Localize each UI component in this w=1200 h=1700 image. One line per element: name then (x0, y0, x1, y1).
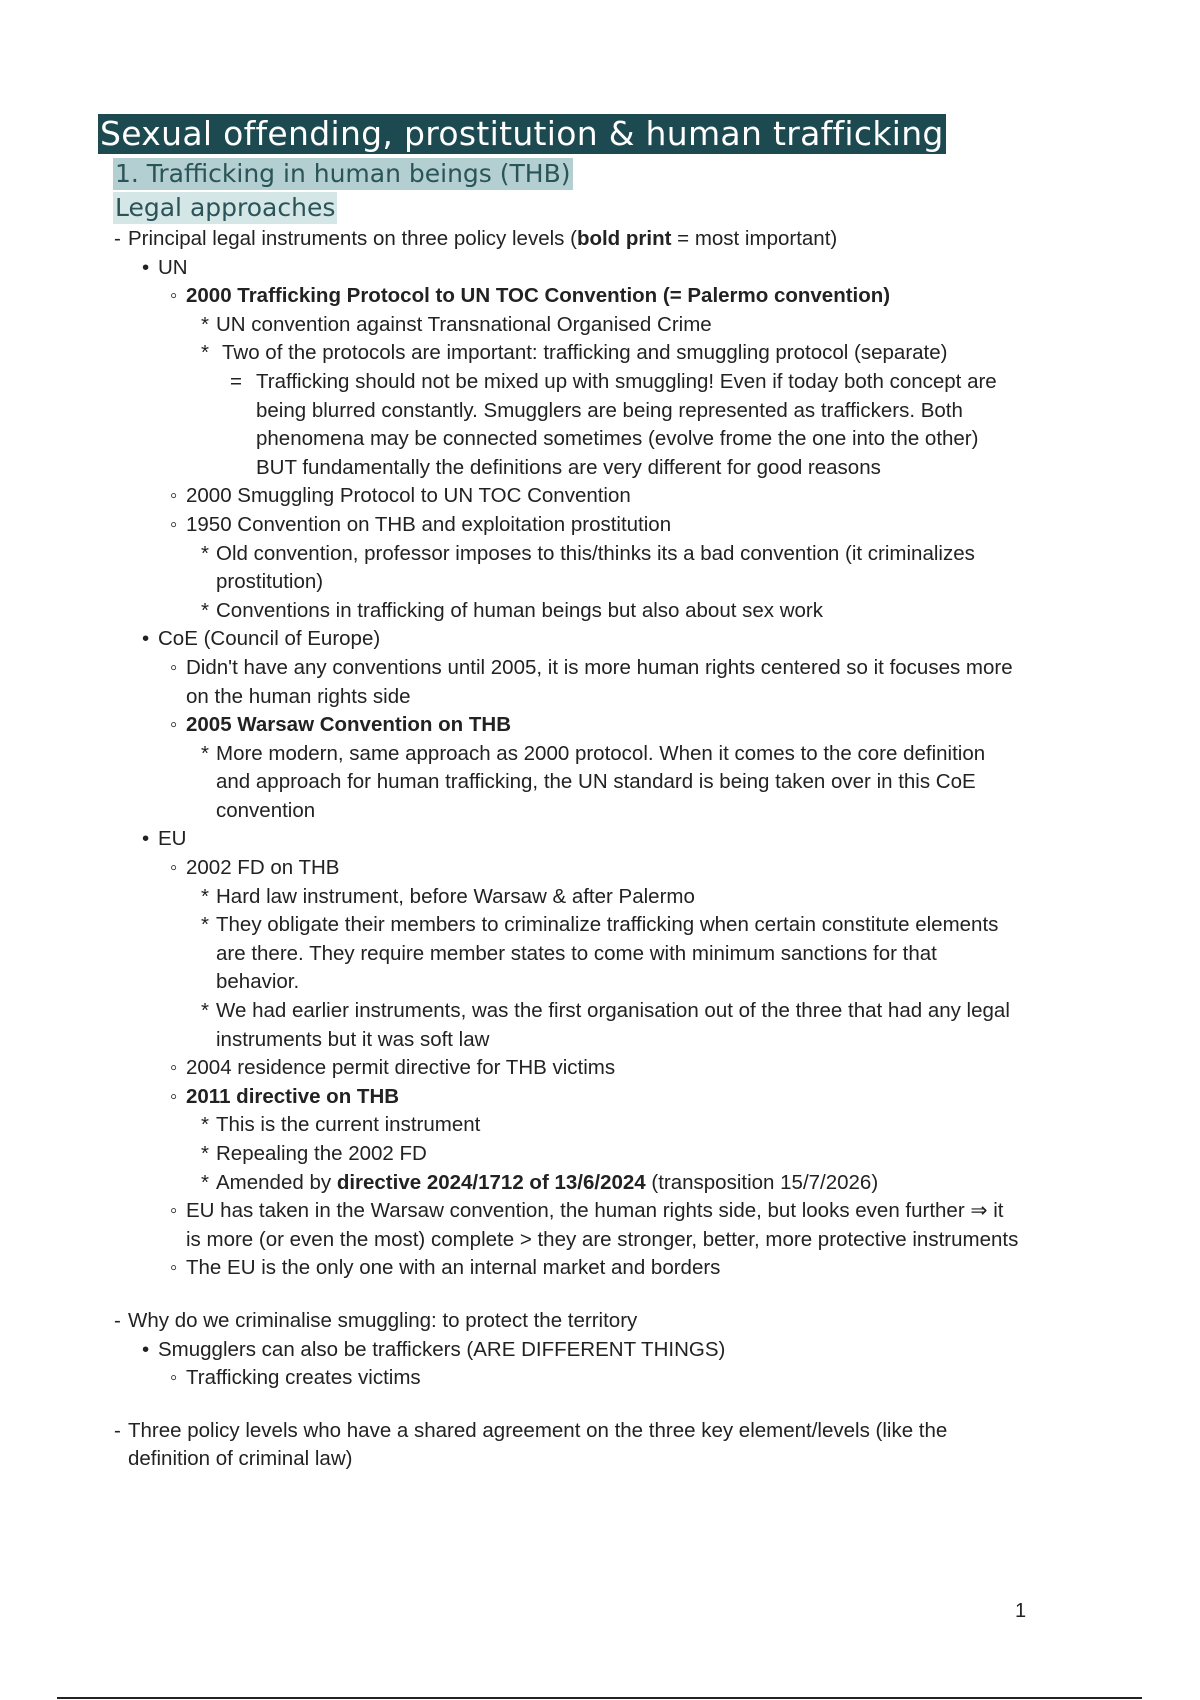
list-item-text: Trafficking should not be mixed up with smuggling! Even if today both concept are (256, 369, 997, 393)
list-item (0, 654, 1200, 683)
list-item (0, 482, 1200, 511)
list-item (0, 883, 1200, 912)
dot-bullet: • (142, 627, 150, 651)
page-title: Sexual offending, prostitution & human trafficking (100, 114, 944, 153)
list-item-text: are there. They require member states to come with minimum sanctions for that (216, 941, 937, 965)
list-item-text: Conventions in trafficking of human beings but also about sex work (216, 598, 824, 622)
list-item-continuation (0, 683, 1200, 712)
circle-bullet: ◦ (170, 856, 178, 880)
list-item (0, 225, 1200, 254)
list-item-text: Smugglers can also be traffickers (ARE DIFFERENT THINGS) (158, 1337, 726, 1361)
list-item-text: UN convention against Transnational Organised Crime (216, 312, 712, 336)
list-item-text: Three policy levels who have a shared agreement on the three key element/levels (like the (128, 1418, 948, 1442)
list-item-text: 2004 residence permit directive for THB victims (186, 1056, 616, 1080)
list-item (0, 339, 1200, 368)
star-bullet: * (201, 598, 209, 622)
list-item-text: Old convention, professor imposes to this/thinks its a bad convention (it criminalizes (216, 541, 975, 565)
star-bullet: * (201, 1170, 209, 1194)
list-item-text: = most important) (671, 227, 838, 250)
list-item (0, 597, 1200, 626)
circle-bullet: ◦ (170, 484, 178, 508)
circle-bullet: ◦ (170, 1084, 178, 1108)
list-item-text: Trafficking creates victims (186, 1366, 421, 1390)
section-heading: 1. Trafficking in human beings (THB) (115, 159, 571, 188)
list-item-text: 2000 Smuggling Protocol to UN TOC Convention (186, 484, 631, 508)
list-item-continuation (0, 425, 1200, 454)
list-item (0, 511, 1200, 540)
circle-bullet: ◦ (170, 1199, 178, 1223)
list-item-text: UN (158, 255, 188, 279)
equals-bullet: = (230, 369, 242, 393)
circle-bullet: ◦ (170, 284, 178, 308)
list-item (0, 625, 1200, 654)
circle-bullet: ◦ (170, 1056, 178, 1080)
list-item-text: Why do we criminalise smuggling: to protect the territory (128, 1308, 638, 1332)
list-item-continuation (0, 397, 1200, 426)
list-item-text: and approach for human trafficking, the UN standard is being taken over in this CoE (216, 770, 976, 794)
list-item-continuation (0, 1026, 1200, 1055)
list-item-text: Repealing the 2002 FD (216, 1142, 427, 1165)
list-item (0, 825, 1200, 854)
list-item (0, 1054, 1200, 1083)
subsection-heading: Legal approaches (115, 193, 336, 222)
dot-bullet: • (142, 255, 150, 279)
list-item-text: phenomena may be connected sometimes (evolve frome the one into the other) (256, 427, 979, 451)
list-item (0, 1169, 1200, 1198)
list-item-text: 2000 Trafficking Protocol to UN TOC Convention (= Palermo convention) (186, 284, 891, 308)
dash-bullet: - (114, 1308, 121, 1332)
list-item-text: 2005 Warsaw Convention on THB (186, 713, 512, 737)
list-item-text: (transposition 15/7/2026) (645, 1170, 879, 1194)
list-item-text: 2002 FD on THB (186, 856, 340, 880)
list-item-continuation (0, 1445, 1200, 1474)
bold-text: directive 2024/1712 of 13/6/2024 (336, 1170, 646, 1194)
list-item-text: EU (158, 827, 187, 851)
list-item (0, 1111, 1200, 1140)
list-item-text: on the human rights side (186, 684, 411, 708)
list-item-text: Two of the protocols are important: trafficking and smuggling protocol (separate) (222, 341, 948, 365)
list-item-text: They obligate their members to criminalize trafficking when certain constitute elements (216, 913, 999, 937)
list-item-text: is more (or even the most) complete > they are stronger, better, more protective instruments (186, 1227, 1019, 1251)
list-item (0, 1417, 1200, 1446)
star-bullet: * (201, 1142, 209, 1165)
list-item (0, 1336, 1200, 1365)
star-bullet: * (201, 312, 209, 336)
dash-bullet: - (114, 1418, 121, 1442)
star-bullet: * (201, 741, 209, 765)
list-item-text: being blurred constantly. Smugglers are being represented as traffickers. Both (256, 398, 963, 422)
list-item-continuation (0, 768, 1200, 797)
list-item-text: behavior. (216, 970, 300, 994)
notes-list (0, 225, 1200, 1474)
dot-bullet: • (142, 827, 150, 851)
list-item-text: BUT fundamentally the definitions are very different for good reasons (256, 455, 881, 479)
list-item-text: Amended by (216, 1170, 337, 1194)
list-item (0, 740, 1200, 769)
page-bottom-rule (57, 1697, 1142, 1699)
list-item-continuation (0, 568, 1200, 597)
list-item (0, 254, 1200, 283)
list-item-text: Didn't have any conventions until 2005, it is more human rights centered so it focuses more (186, 655, 1013, 679)
list-item (0, 1254, 1200, 1283)
list-item-continuation (0, 454, 1200, 483)
bold-text: bold print (576, 227, 672, 250)
list-item-continuation (0, 940, 1200, 969)
list-item-continuation (0, 968, 1200, 997)
list-item (0, 1140, 1200, 1169)
list-item (0, 368, 1200, 397)
list-item-text: More modern, same approach as 2000 protocol. When it comes to the core definition (216, 741, 986, 765)
circle-bullet: ◦ (170, 1366, 178, 1390)
star-bullet: * (201, 341, 209, 365)
list-item (0, 1307, 1200, 1336)
list-item-continuation (0, 797, 1200, 826)
star-bullet: * (201, 999, 209, 1023)
list-item (0, 997, 1200, 1026)
dash-bullet: - (114, 227, 121, 250)
list-item-continuation (0, 1226, 1200, 1255)
list-item-text: The EU is the only one with an internal market and borders (186, 1256, 721, 1280)
list-item-text: Principal legal instruments on three policy levels ( (128, 227, 577, 250)
list-item-text: convention (216, 798, 316, 822)
page-number: 1 (1015, 1600, 1027, 1622)
list-item-text: CoE (Council of Europe) (158, 627, 381, 651)
list-item-text: prostitution) (216, 570, 324, 594)
list-item-text: instruments but it was soft law (216, 1027, 490, 1051)
list-item (0, 282, 1200, 311)
star-bullet: * (201, 884, 209, 908)
circle-bullet: ◦ (170, 655, 178, 679)
list-item (0, 911, 1200, 940)
list-item-text: 2011 directive on THB (186, 1084, 400, 1108)
list-item-text: 1950 Convention on THB and exploitation prostitution (186, 512, 672, 536)
list-item (0, 1364, 1200, 1393)
star-bullet: * (201, 913, 209, 937)
list-item (0, 1083, 1200, 1112)
list-item (0, 854, 1200, 883)
circle-bullet: ◦ (170, 512, 178, 536)
list-item (0, 311, 1200, 340)
list-item (0, 711, 1200, 740)
star-bullet: * (201, 541, 209, 565)
list-item-text: We had earlier instruments, was the first organisation out of the three that had any legal (216, 999, 1010, 1023)
list-item-text: Hard law instrument, before Warsaw & after Palermo (216, 884, 695, 908)
star-bullet: * (201, 1113, 209, 1137)
list-item-text: definition of criminal law) (128, 1447, 353, 1471)
circle-bullet: ◦ (170, 1256, 178, 1280)
circle-bullet: ◦ (170, 713, 178, 737)
dot-bullet: • (142, 1337, 150, 1361)
list-item (0, 1197, 1200, 1226)
list-item-text: EU has taken in the Warsaw convention, the human rights side, but looks even further ⇒ it (186, 1199, 1004, 1223)
list-item (0, 540, 1200, 569)
list-item-text: This is the current instrument (216, 1113, 481, 1137)
